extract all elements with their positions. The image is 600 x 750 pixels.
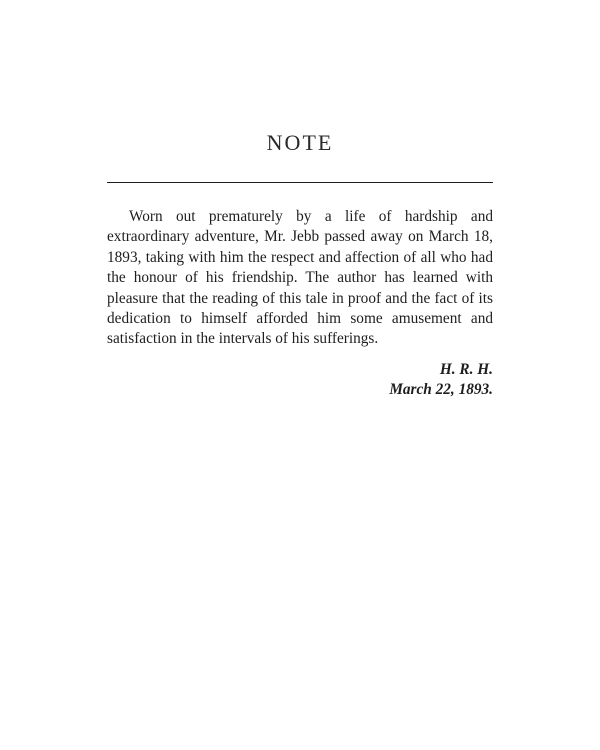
page-title: NOTE	[266, 130, 334, 155]
signature-date: March 22, 1893.	[389, 381, 493, 398]
signature-block	[107, 360, 493, 400]
signature-initials: H. R. H.	[439, 361, 493, 378]
note-body: Worn out prematurely by a life of hardship and extraordinary adventure, Mr. Jebb passed away on March 18, 1893, taking with him the respect and affection of all who had the honour of his friendship. The author has learned with pleasure that the reading of this tale in proof and the fact of its dedication to himself afforded him some amusement and satisfaction in the intervals of his sufferings.	[107, 208, 493, 348]
title-rule	[107, 182, 493, 183]
